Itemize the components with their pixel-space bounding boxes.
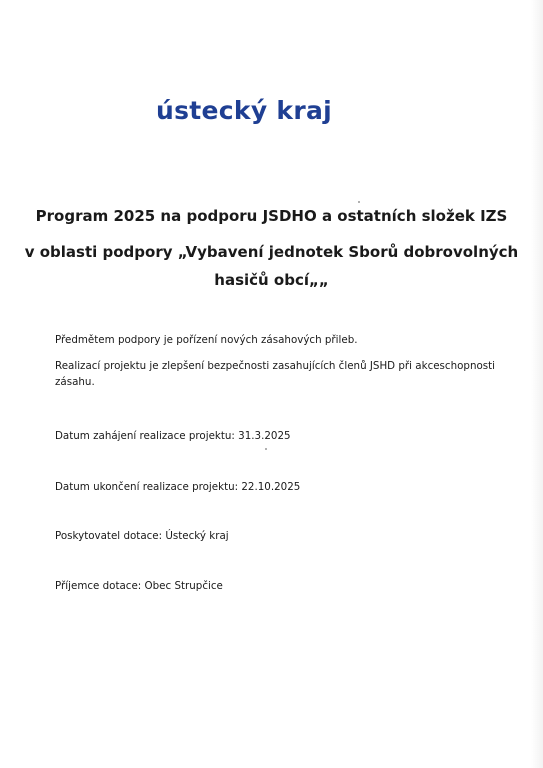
scan-speck: [265, 448, 267, 450]
grant-recipient-text: Příjemce dotace: Obec Strupčice: [55, 580, 223, 592]
grant-provider-text: Poskytovatel dotace: Ústecký kraj: [55, 530, 229, 542]
program-title-line-3: hasičů obcí„„: [214, 271, 329, 289]
start-date-text: Datum zahájení realizace projektu: 31.3.2025: [55, 430, 291, 442]
program-title-line-2: v oblasti podpory „Vybavení jednotek Sborů dobrovolných: [24, 243, 519, 261]
project-goal-text: Realizací projektu je zlepšení bezpečnosti zasahujících členů JSHD při akceschopnosti zásahu.: [55, 360, 496, 388]
scan-edge-shadow: [531, 0, 543, 768]
program-title-line-1: Program 2025 na podporu JSDHO a ostatních složek IZS: [35, 207, 508, 225]
support-subject-text: Předmětem podpory je pořízení nových zásahových přileb.: [55, 334, 358, 346]
ustecky-kraj-logo: ústecký kraj: [156, 96, 333, 125]
end-date-text: Datum ukončení realizace projektu: 22.10.2025: [55, 481, 301, 493]
scan-speck: [358, 201, 360, 203]
